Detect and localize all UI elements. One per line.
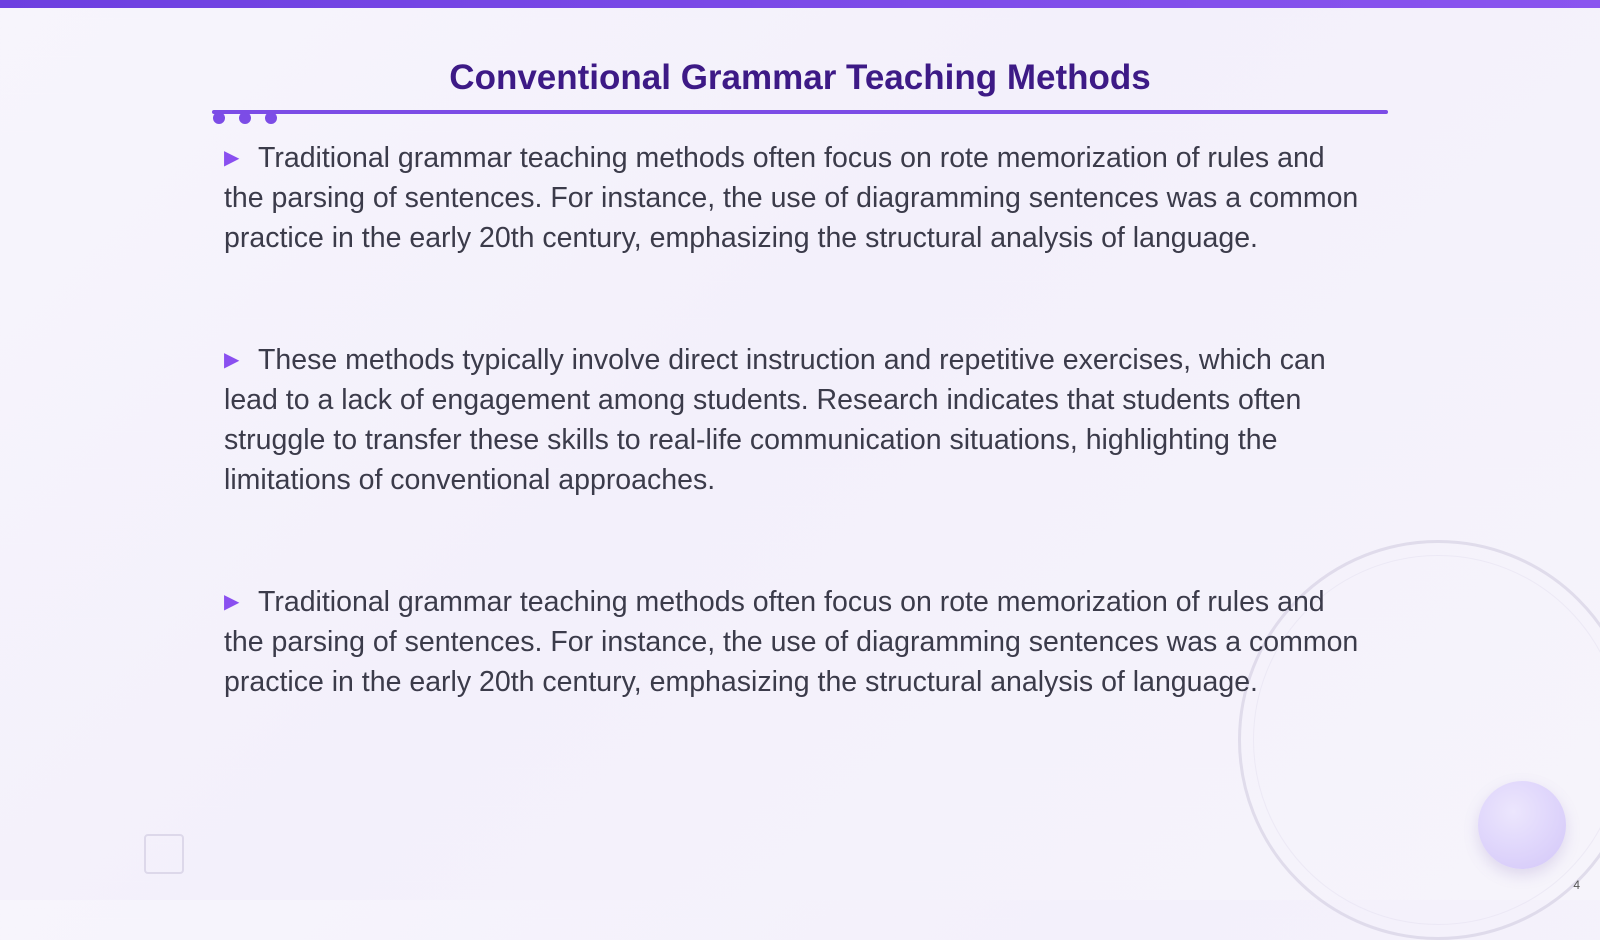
decorative-orb: [1478, 781, 1566, 869]
bullet-text: These methods typically involve direct instruction and repetitive exercises, which can lead to a lack of engagement among students. Research indicates that students often struggle to transfer these skills to real-life communication situations, highlighting the limitations of conventional approaches.: [224, 344, 1326, 496]
bullet-list: [224, 138, 1364, 702]
underline-dot: [265, 112, 277, 124]
bullet-triangle-icon: ▶: [224, 591, 240, 613]
bullet-text: Traditional grammar teaching methods often focus on rote memorization of rules and the parsing of sentences. For instance, the use of diagramming sentences was a common practice in the early 20th century, emphasizing the structural analysis of language.: [224, 586, 1359, 698]
bullet-triangle-icon: ▶: [224, 147, 240, 169]
underline-dot: [213, 112, 225, 124]
bullet-item: [224, 340, 1364, 500]
page-number: 4: [1573, 878, 1580, 892]
top-accent-bar: [0, 0, 1600, 8]
underline-dot: [239, 112, 251, 124]
bullet-item: [224, 138, 1364, 258]
decorative-square: [144, 834, 184, 874]
bullet-triangle-icon: ▶: [224, 349, 240, 371]
slide-title: Conventional Grammar Teaching Methods: [449, 58, 1151, 97]
bullet-text: Traditional grammar teaching methods often focus on rote memorization of rules and the parsing of sentences. For instance, the use of diagramming sentences was a common practice in the early 20th century, emphasizing the structural analysis of language.: [224, 142, 1359, 254]
title-underline: [212, 110, 1388, 114]
bullet-item: [224, 582, 1364, 702]
